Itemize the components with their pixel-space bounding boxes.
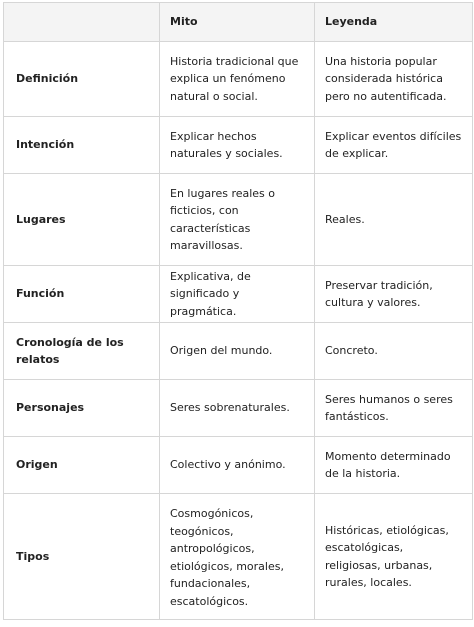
table-row-intencion [4,117,473,174]
table-row-funcion [4,266,473,323]
cell-mito: Seres sobrenaturales. [160,380,315,437]
comparison-table [3,2,473,620]
cell-mito: En lugares reales o ficticios, con características maravillosas. [160,174,315,266]
cell-leyenda: Reales. [315,174,473,266]
cell-leyenda: Seres humanos o seres fantásticos. [315,380,473,437]
row-label: Definición [4,42,160,117]
cell-mito: Explicativa, de significado y pragmática. [160,266,315,323]
cell-leyenda: Concreto. [315,323,473,380]
cell-mito: Historia tradicional que explica un fenómeno natural o social. [160,42,315,117]
cell-leyenda: Explicar eventos difíciles de explicar. [315,117,473,174]
header-empty-cell [4,3,160,42]
row-label: Personajes [4,380,160,437]
cell-mito: Explicar hechos naturales y sociales. [160,117,315,174]
table-row-origen [4,437,473,494]
cell-leyenda: Momento determinado de la historia. [315,437,473,494]
cell-mito: Colectivo y anónimo. [160,437,315,494]
header-mito: Mito [160,3,315,42]
table-row-tipos [4,494,473,620]
row-label: Tipos [4,494,160,620]
cell-mito: Origen del mundo. [160,323,315,380]
table-row-cronologia [4,323,473,380]
table-row-definicion [4,42,473,117]
cell-mito: Cosmogónicos, teogónicos, antropológicos, etiológicos, morales, fundacionales, escatológicos. [160,494,315,620]
cell-leyenda: Una historia popular considerada histórica pero no autentificada. [315,42,473,117]
table-row-lugares [4,174,473,266]
table-row-personajes [4,380,473,437]
cell-leyenda: Históricas, etiológicas, escatológicas, religiosas, urbanas, rurales, locales. [315,494,473,620]
row-label: Función [4,266,160,323]
row-label: Origen [4,437,160,494]
table-header-row [4,3,473,42]
row-label: Cronología de los relatos [4,323,160,380]
row-label: Intención [4,117,160,174]
header-leyenda: Leyenda [315,3,473,42]
row-label: Lugares [4,174,160,266]
cell-leyenda: Preservar tradición, cultura y valores. [315,266,473,323]
